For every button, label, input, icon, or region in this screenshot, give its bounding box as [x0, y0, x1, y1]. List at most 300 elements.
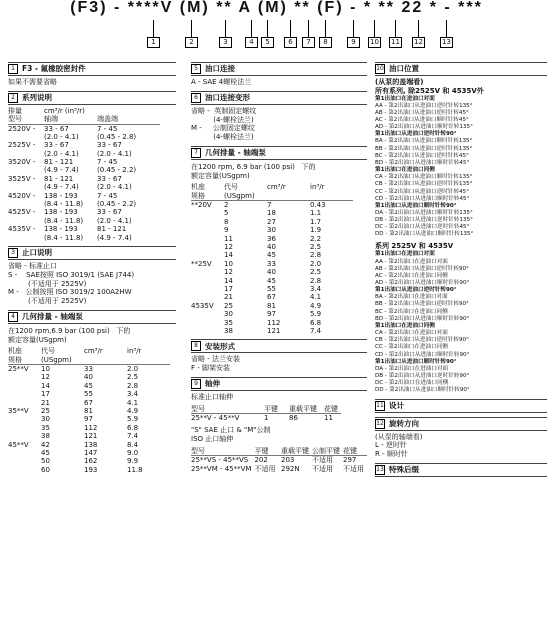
- table-row: [8, 200, 160, 208]
- list-line: M - 公制按照 ISO 3019/2 100A2HW: [8, 288, 132, 297]
- connector-line: [446, 20, 447, 37]
- cell: 5.9: [127, 415, 139, 424]
- list-line: AD - 第2出油口从进油口顺时针转90°: [375, 280, 470, 286]
- group-heading: 第1出油口在进油口对面: [375, 95, 435, 102]
- section-number: 2: [8, 93, 18, 103]
- code-box-9: 9: [347, 37, 360, 48]
- cell: 30: [41, 415, 50, 424]
- cell: 不适用: [343, 464, 364, 473]
- cell: (8.4 - 11.8): [44, 216, 84, 225]
- cell: 97: [267, 310, 276, 319]
- cell: [8, 382, 41, 390]
- section-10: [375, 62, 547, 395]
- cell: 8: [224, 217, 229, 226]
- shaft-subtitle: 标准止口轴伸: [191, 392, 233, 401]
- col-header: (USgpm): [41, 356, 84, 365]
- code-box-11: 11: [389, 37, 402, 48]
- cell: [8, 217, 44, 225]
- cell: 14: [224, 276, 233, 285]
- group-list: [375, 210, 547, 239]
- cell: (8.4 - 11.8): [44, 233, 84, 242]
- cell: 7 - 45: [97, 124, 118, 133]
- cell: [191, 310, 224, 318]
- cell: 7.4: [310, 326, 322, 335]
- section-title: 油口连接变形: [205, 93, 250, 103]
- cell: 193: [84, 465, 98, 474]
- cell: (8.4 - 11.8): [44, 200, 84, 209]
- code-box-5: 5: [261, 37, 274, 48]
- cell: 162: [84, 457, 98, 466]
- cell: [191, 235, 224, 243]
- cell: 203: [281, 456, 295, 465]
- col-header: [97, 107, 160, 115]
- cell: [191, 226, 224, 234]
- section-title: 油口位置: [389, 64, 419, 74]
- table-header-row: [8, 115, 160, 124]
- cell: 50: [41, 457, 50, 466]
- section-title: 油口连接: [205, 64, 235, 74]
- section-title: 安装形式: [205, 341, 235, 351]
- group-list: [375, 138, 547, 167]
- list-line: F - 脚架安装: [191, 364, 231, 373]
- col-header: 代号: [41, 347, 55, 356]
- table-row: [191, 235, 353, 243]
- col-header: cm³/r (in³/r): [44, 106, 85, 115]
- list-line: DA - 第2出油口在进油口对面: [375, 365, 449, 372]
- col-header: 端盖端: [97, 115, 160, 124]
- cell: (4.9 - 7.4): [44, 183, 79, 192]
- col-header: 排量: [8, 106, 22, 115]
- list-line: R - 顺时针: [375, 450, 408, 458]
- list-line: S - SAE按照 ISO 3019/1 (SAE J744): [8, 270, 135, 279]
- cell: [8, 390, 41, 398]
- shaft-table-iso: [191, 447, 367, 473]
- list-line: (4-螺栓法兰): [191, 133, 254, 141]
- group-heading: 第1出油口在进油口对面: [375, 251, 435, 258]
- section-title: F3 - 氟橡胶密封件: [22, 64, 86, 74]
- section-title: 几何排量 - 轴端泵: [22, 312, 83, 322]
- cell: 4.9: [127, 406, 139, 415]
- col-header: [84, 356, 127, 365]
- group-heading: 第1出油口在进油口同侧: [375, 322, 435, 329]
- cell: 0.43: [310, 201, 326, 210]
- table-header-row: [8, 347, 170, 355]
- cell: **20V: [191, 201, 212, 210]
- cell: 7 - 45: [97, 158, 118, 167]
- cell: 45: [267, 276, 276, 285]
- cell: 不适用: [312, 456, 333, 465]
- section-3: [8, 246, 176, 306]
- table-header-row: [191, 183, 353, 191]
- cell: 38: [224, 326, 233, 335]
- cell: 25**V: [8, 365, 29, 374]
- list-line: AC - 第2出油口在进油口同侧: [375, 272, 448, 279]
- cell: [8, 415, 41, 423]
- displacement-intro: [191, 163, 367, 181]
- cell: 4.9: [310, 301, 322, 310]
- cell: 35: [41, 423, 50, 432]
- list-line: AC - 第2出油口从进油口顺时针转45°: [375, 116, 469, 123]
- cell: 81 - 121: [44, 158, 74, 167]
- cell: 147: [84, 448, 98, 457]
- section-number: 3: [8, 248, 18, 258]
- cell: 4535V: [191, 301, 214, 310]
- section-number: 8: [191, 341, 201, 351]
- list-line: (从泵的轴端看): [375, 432, 423, 441]
- cell: [8, 424, 41, 432]
- cell: 30: [224, 310, 233, 319]
- cell: 4520V -: [8, 191, 36, 200]
- cell: 1.7: [310, 217, 322, 226]
- table-row: [8, 365, 170, 374]
- section-number: 1: [8, 64, 18, 74]
- rotation-list: [375, 433, 547, 459]
- cell: 33: [267, 259, 276, 268]
- section-title: 止口说明: [22, 248, 52, 258]
- section-4: [8, 310, 176, 474]
- cell: 33 - 67: [97, 208, 122, 217]
- list-line: AB - 第2出油口从进油口逆时针转45°: [375, 109, 469, 116]
- cell: 3525V -: [8, 174, 36, 183]
- section-1: [8, 62, 176, 87]
- cell: 25: [41, 406, 50, 415]
- cell: 81 - 121: [97, 225, 127, 234]
- list-line: CA - 第2出油口在进油口对面: [375, 330, 448, 337]
- section-2: [8, 91, 176, 242]
- table-row: [191, 209, 353, 217]
- list-line: CB - 第2出油口从进油口逆时针转90°: [375, 337, 469, 344]
- cell: 2.5: [127, 373, 139, 382]
- cell: 11: [224, 234, 233, 243]
- cell: 3520V -: [8, 158, 36, 167]
- section-title: 特殊后缀: [389, 465, 419, 475]
- group-heading: 第1出油口在进油口同侧: [375, 167, 435, 174]
- table-row: [8, 441, 170, 449]
- group-heading: 第1出油口从进油口顺时针转90°: [375, 358, 457, 365]
- code-box-3: 3: [219, 37, 232, 48]
- cell: 4535V -: [8, 225, 36, 234]
- group-heading: 第1出油口从进油口逆时针转90°: [375, 287, 457, 294]
- cell: 292N: [281, 464, 300, 473]
- group-list: [375, 174, 547, 203]
- table-row: [8, 133, 160, 141]
- cell: (0.45 - 2.2): [97, 200, 137, 209]
- column-2: [191, 62, 367, 477]
- cell: 9.0: [127, 448, 139, 457]
- cell: 2.0: [127, 365, 139, 374]
- table-row: [8, 382, 170, 390]
- cell: [8, 183, 44, 191]
- list-line: AA - 第2出油口从进油口逆时针转135°: [375, 102, 473, 109]
- cell: 5.9: [310, 310, 322, 319]
- cell: [8, 150, 44, 158]
- code-box-4: 4: [245, 37, 258, 48]
- list-line: 省略 - 法兰安装: [191, 355, 240, 364]
- list-line: BD - 第2出油口从进油口顺时针转90°: [375, 315, 470, 322]
- list-line: DA - 第2出油口从进油口顺时针转135°: [375, 210, 473, 216]
- list-line: "S" SAE 止口 & "M"公制: [191, 426, 271, 435]
- cell: 10: [41, 365, 50, 374]
- cell: 4.1: [310, 293, 322, 302]
- cell: 2.2: [310, 234, 322, 243]
- section-13: [375, 463, 547, 477]
- cell: [191, 243, 224, 251]
- connector-line: [308, 20, 309, 37]
- table-row: [8, 192, 160, 200]
- cell: 10: [224, 259, 233, 268]
- code-box-7: 7: [302, 37, 315, 48]
- table-row: [8, 150, 160, 158]
- section-number: 4: [8, 312, 18, 322]
- cell: 17: [224, 284, 233, 293]
- cell: 6.8: [310, 318, 322, 327]
- cell: [191, 327, 224, 335]
- column-1: [8, 62, 176, 478]
- table-row: [191, 226, 353, 234]
- table-row: [191, 277, 353, 285]
- cell: 45: [84, 381, 93, 390]
- cell: 121: [267, 326, 281, 335]
- table-row: [8, 390, 170, 398]
- cell: 297: [343, 456, 357, 465]
- cell: 55: [84, 390, 93, 399]
- table-row: [191, 260, 353, 268]
- table-row: [191, 251, 353, 259]
- table-row: [8, 175, 160, 183]
- section-number: 10: [376, 65, 384, 72]
- col-header: 平键: [254, 447, 281, 456]
- list-line: ISO 止口轴伸: [191, 435, 234, 444]
- col-header: in³/r: [127, 347, 142, 356]
- list-line: DC - 第2出油口在进油口同侧: [375, 380, 449, 387]
- cell: 4525V -: [8, 208, 36, 217]
- cell: [191, 251, 224, 259]
- col-header: cm³/r: [267, 183, 286, 192]
- section-7: [191, 146, 367, 336]
- cell: 25**V - 45**V: [191, 413, 240, 422]
- cell: [8, 373, 41, 381]
- cell: 18: [267, 209, 276, 218]
- list-line: 在1200 rpm,6.9 bar (100 psi) 下的: [8, 326, 131, 335]
- code-box-6: 6: [284, 37, 297, 48]
- cell: 33 - 67: [97, 174, 122, 183]
- port-variant-list: [191, 107, 367, 142]
- section-number: 9: [191, 379, 201, 389]
- cell: 12: [41, 373, 50, 382]
- group-heading: 第1出油口从进油口顺时针转90°: [375, 202, 457, 209]
- col-header: [310, 192, 353, 201]
- cell: 21: [41, 398, 50, 407]
- cell: 202: [254, 456, 268, 465]
- table-row: [8, 183, 160, 191]
- column-3: [375, 62, 547, 481]
- cell: (0.45 - 2.2): [97, 166, 137, 175]
- list-line: (不适用于 2525V): [8, 279, 87, 288]
- list-line: 额定容量(USgpm): [8, 335, 67, 344]
- table-row: [8, 217, 160, 225]
- series-heading: 系列 2525V 和 4535V: [375, 241, 454, 250]
- cell: 3.4: [310, 284, 322, 293]
- section-title: 几何排量 - 轴端泵: [205, 148, 266, 158]
- list-line: 额定容量(USgpm): [191, 171, 250, 180]
- displacement-intro: [8, 327, 176, 345]
- table-row: [191, 268, 353, 276]
- section-8: [191, 339, 367, 373]
- cell: 12: [224, 242, 233, 251]
- table-row: [8, 234, 160, 242]
- cell: 121: [84, 432, 98, 441]
- code-box-12: 12: [412, 37, 425, 48]
- list-line: AA - 第2出油口在进油口对面: [375, 258, 448, 265]
- cell: 55: [267, 284, 276, 293]
- cell: (0.45 - 2.8): [97, 132, 137, 141]
- list-line: 省略 - 英制固定螺纹: [191, 106, 257, 115]
- list-line: DD - 第2出油口从进油口顺时针转135°: [375, 231, 474, 238]
- cell: [191, 285, 224, 293]
- col-header: 重载平键: [281, 447, 312, 456]
- col-header: 轴端: [44, 115, 97, 124]
- cell: 97: [84, 415, 93, 424]
- cell: [8, 466, 41, 474]
- cell: 25**VS - 45**VS: [191, 456, 249, 465]
- displacement-table: [191, 183, 353, 335]
- list-line: 省略 - 标准止口: [8, 262, 57, 270]
- table-row: [8, 457, 170, 465]
- cell: 21: [224, 293, 233, 302]
- connector-line: [191, 20, 192, 37]
- section-number: 13: [376, 465, 384, 473]
- cell: (2.0 - 4.1): [44, 149, 79, 158]
- cell: 112: [267, 318, 281, 327]
- section-number: 7: [191, 148, 201, 158]
- cell: 不适用: [312, 464, 333, 473]
- cell: 30: [267, 226, 276, 235]
- section-number: 5: [191, 64, 201, 74]
- cell: 45**V: [8, 440, 29, 449]
- col-header: 型号: [191, 447, 254, 456]
- cell: 33 - 67: [44, 124, 69, 133]
- cell: 35**V: [8, 406, 29, 415]
- col-header: 型号: [191, 405, 264, 414]
- table-row: [191, 243, 353, 251]
- cell: 25: [224, 301, 233, 310]
- cell: 1.1: [310, 209, 322, 218]
- section-title: 轴伸: [205, 379, 220, 389]
- list-line: DB - 第2出油口从进油口逆时针转90°: [375, 373, 470, 380]
- cell: [8, 399, 41, 407]
- section-body: A - SAE 4螺栓法兰: [191, 78, 252, 86]
- cell: 2525V -: [8, 141, 36, 150]
- table-row: [8, 373, 170, 381]
- cell: (2.0 - 4.1): [97, 149, 132, 158]
- list-line: (从泵的盖端看): [375, 78, 424, 86]
- cell: 33: [84, 365, 93, 374]
- cell: [191, 209, 224, 217]
- table-row: [8, 141, 160, 149]
- list-line: (4-螺栓法兰): [191, 115, 254, 124]
- cell: 14: [41, 381, 50, 390]
- connector-line: [225, 20, 226, 37]
- table-row: [191, 201, 353, 210]
- cell: 1.9: [310, 226, 322, 235]
- table-row: [191, 293, 353, 301]
- cell: (4.9 - 7.4): [97, 233, 132, 242]
- pilot-list: [8, 262, 176, 306]
- cell: (2.0 - 4.1): [97, 216, 132, 225]
- list-line: DB - 第2出油口从进油口逆时针转135°: [375, 217, 473, 224]
- table-row: [191, 319, 353, 327]
- list-line: CC - 第2出油口从进油口逆时针转45°: [375, 188, 469, 195]
- cell: 60: [41, 465, 50, 474]
- cell: 9: [224, 226, 229, 235]
- col-header: 规格: [8, 356, 41, 365]
- cell: 86: [289, 413, 298, 422]
- cell: 4.1: [127, 398, 139, 407]
- list-line: BA - 第2出油口从进油口顺时针转135°: [375, 138, 473, 145]
- cell: [8, 200, 44, 208]
- section-6: [191, 91, 367, 142]
- cell: 2.8: [127, 381, 139, 390]
- cell: 2.5: [310, 268, 322, 277]
- connector-line: [374, 20, 375, 37]
- cell: 138 - 193: [44, 225, 78, 234]
- code-box-13: 13: [440, 37, 453, 48]
- cell: 6.8: [127, 423, 139, 432]
- cell: [191, 277, 224, 285]
- list-line: BB - 第2出油口从进油口逆时针转90°: [375, 301, 469, 308]
- cell: 7: [267, 201, 272, 210]
- cell: 2.8: [310, 251, 322, 260]
- cell: [191, 218, 224, 226]
- group-list: [375, 103, 547, 132]
- col-header: 花键: [324, 405, 341, 414]
- cell: 7 - 45: [97, 191, 118, 200]
- cell: [8, 457, 41, 465]
- cell: (2.0 - 4.1): [44, 132, 79, 141]
- table-row: [8, 466, 170, 474]
- list-line: BC - 第2出油口从进油口逆时针转45°: [375, 152, 469, 159]
- connector-line: [290, 20, 291, 37]
- cell: 5: [224, 209, 229, 218]
- table-header-row: [8, 356, 170, 365]
- cell: [8, 432, 41, 440]
- table-row: [8, 424, 170, 432]
- group-heading: 第1出油口从进油口逆时针转90°: [375, 131, 457, 138]
- cell: 112: [84, 423, 98, 432]
- cell: [191, 319, 224, 327]
- section-number: 11: [376, 401, 384, 409]
- col-header: [267, 192, 310, 201]
- connector-line: [353, 20, 354, 37]
- cell: 2.0: [310, 259, 322, 268]
- cell: (2.0 - 4.1): [97, 183, 132, 192]
- list-line: DD - 第2出油口从进油口顺时针转90°: [375, 387, 470, 394]
- table-row: [8, 432, 170, 440]
- cell: [191, 268, 224, 276]
- col-header: 公制平键: [312, 447, 343, 456]
- code-box-1: 1: [147, 37, 160, 48]
- table-header-row: [191, 192, 353, 201]
- cell: 3.4: [127, 390, 139, 399]
- cell: 9.9: [127, 457, 139, 466]
- col-header: 花键: [343, 447, 367, 456]
- cell: 8.4: [127, 440, 139, 449]
- cell: 45: [267, 251, 276, 260]
- cell: (4.9 - 7.4): [44, 166, 79, 175]
- cell: 2.8: [310, 276, 322, 285]
- code-box-10: 10: [368, 37, 381, 48]
- cell: 45: [41, 448, 50, 457]
